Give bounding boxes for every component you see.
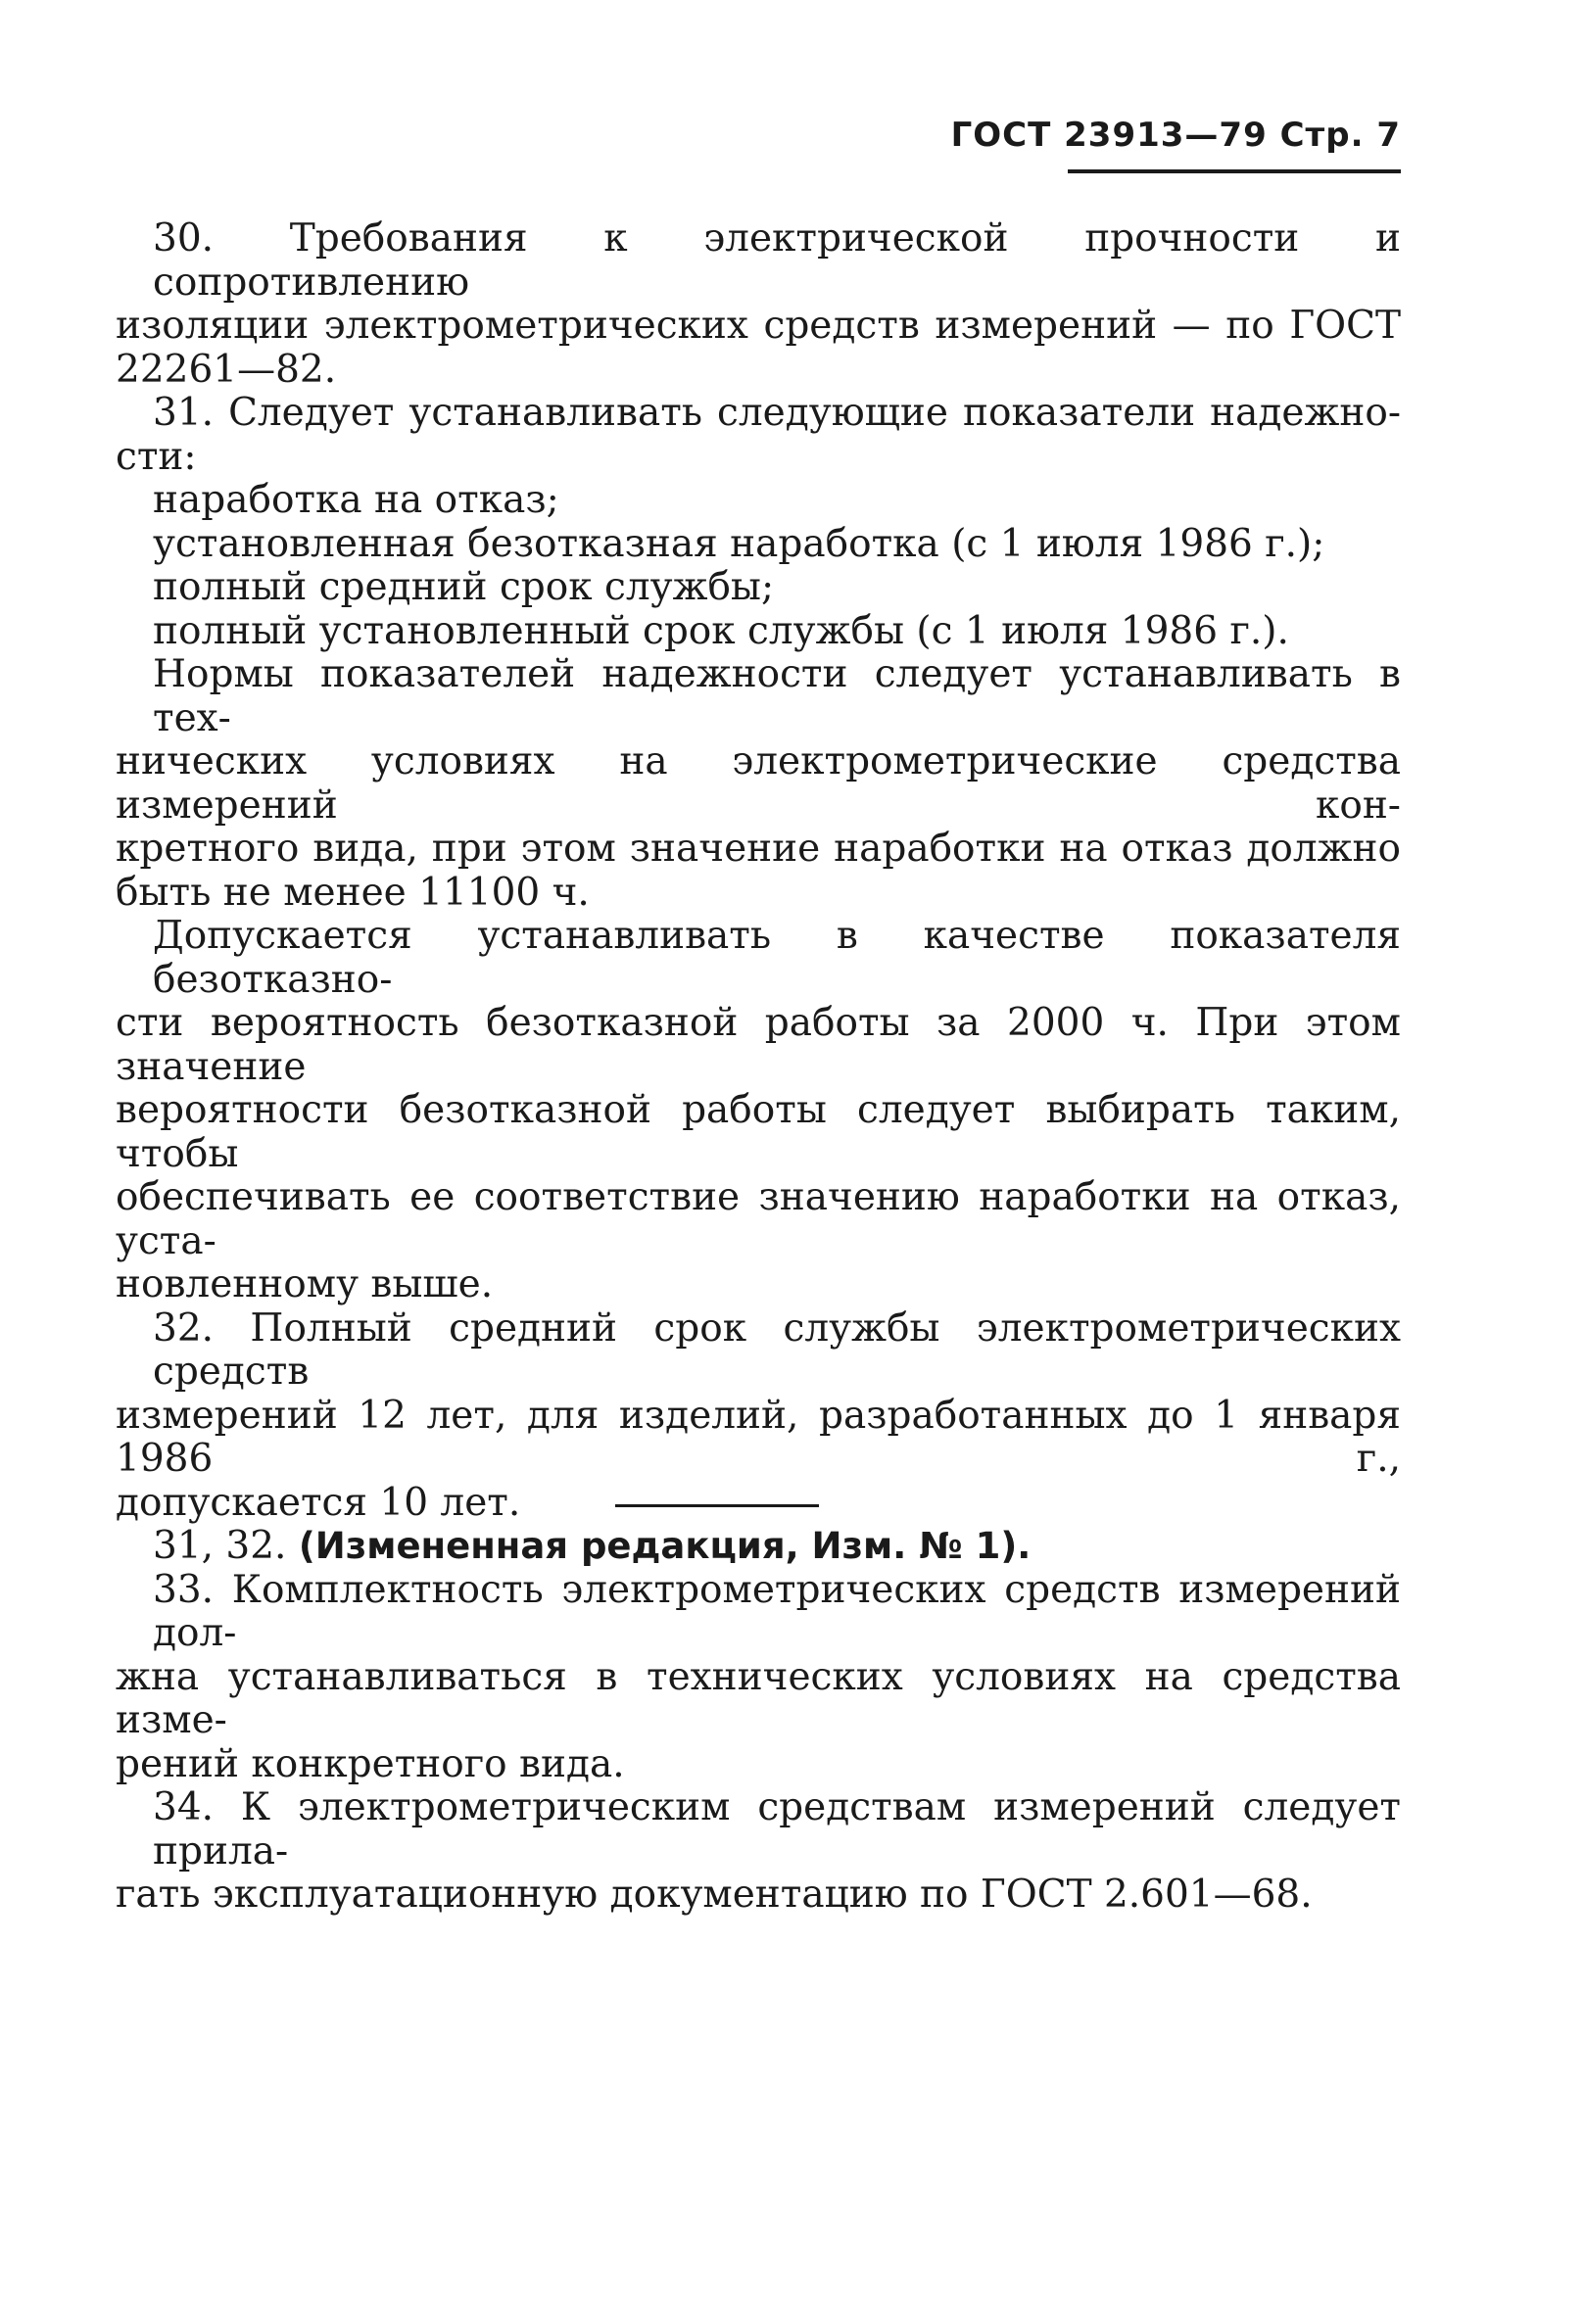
text-line — [116, 1786, 1401, 1873]
text-line — [116, 872, 1401, 916]
text-line — [116, 1176, 1401, 1263]
line-text: 30. Требования к электрической прочности и сопротивлению — [153, 216, 1401, 305]
line-text: кретного вида, при этом значение наработки на отказ должно — [116, 827, 1401, 871]
line-text: 31. Следует устанавливать следующие показатели надежно- — [153, 391, 1401, 435]
line-text: вероятности безотказной работы следует выбирать таким, чтобы — [116, 1088, 1401, 1176]
text-line — [116, 828, 1401, 872]
text-line — [116, 1395, 1401, 1482]
line-text: Нормы показателей надежности следует устанавливать в тех- — [153, 652, 1401, 740]
text-line — [116, 566, 1401, 610]
line-text: измерений 12 лет, для изделий, разработанных до 1 января 1986 г., — [116, 1393, 1401, 1481]
line-text: наработка на отказ; — [153, 478, 559, 522]
text-line — [116, 610, 1401, 654]
text-line — [116, 1873, 1401, 1918]
line-text: гать эксплуатационную документацию по ГОСТ 2.601—68. — [116, 1873, 1313, 1917]
line-text: изоляции электрометрических средств измерений — по ГОСТ — [116, 304, 1401, 348]
line-text: новленному выше. — [116, 1262, 494, 1306]
text-line — [116, 392, 1401, 436]
line-text: быть не менее 11100 ч. — [116, 870, 590, 915]
line-text: жна устанавливаться в технических условиях на средства изме- — [116, 1654, 1401, 1742]
text-line — [116, 1089, 1401, 1176]
line-text: полный средний срок службы; — [153, 565, 775, 609]
line-text: нических условиях на электрометрические средства измерений кон- — [116, 739, 1401, 828]
line-text: допускается 10 лет. — [116, 1480, 521, 1525]
line-text: 32. Полный средний срок службы электрометрических средств — [153, 1305, 1401, 1394]
line-text: полный установленный срок службы (с 1 июля 1986 г.). — [153, 608, 1289, 653]
text-line — [116, 653, 1401, 740]
text-line — [116, 436, 1401, 480]
text-lines — [116, 217, 1401, 1918]
line-text: 31, 32. — [153, 1524, 299, 1568]
text-line — [116, 349, 1401, 393]
text-line — [116, 217, 1401, 305]
text-line — [116, 1263, 1401, 1307]
text-line — [116, 1569, 1401, 1656]
line-text: 34. К электрометрическим средствам измерений следует прила- — [153, 1785, 1401, 1873]
line-text: Допускается устанавливать в качестве показателя безотказно- — [153, 914, 1401, 1002]
line-text: 22261—82. — [116, 347, 337, 392]
line-text: установленная безотказная наработка (с 1 июля 1986 г.); — [153, 521, 1325, 566]
line-text: 33. Комплектность электрометрических средств измерений дол- — [153, 1567, 1401, 1655]
text-line — [116, 1656, 1401, 1743]
text-line — [116, 305, 1401, 349]
text-line — [116, 740, 1401, 828]
text-line — [116, 915, 1401, 1002]
line-text: обеспечивать ее соответствие значению наработки на отказ, уста- — [116, 1175, 1401, 1263]
header-rule — [1068, 169, 1401, 173]
document-body — [116, 217, 1401, 1918]
text-line — [116, 523, 1401, 567]
line-text: сти: — [116, 434, 197, 479]
text-line — [116, 1525, 1401, 1569]
text-line — [116, 1307, 1401, 1395]
text-line — [116, 1002, 1401, 1089]
line-text: рений конкретного вида. — [116, 1741, 625, 1786]
text-line — [116, 1482, 1401, 1526]
text-line — [116, 1743, 1401, 1787]
text-line — [116, 479, 1401, 523]
amendment-note: (Измененная редакция, Изм. № 1). — [298, 1525, 1032, 1567]
line-text: сти вероятность безотказной работы за 2000 ч. При этом значение — [116, 1001, 1401, 1089]
end-rule — [615, 1504, 819, 1507]
page-header: ГОСТ 23913—79 Стр. 7 — [950, 116, 1401, 155]
